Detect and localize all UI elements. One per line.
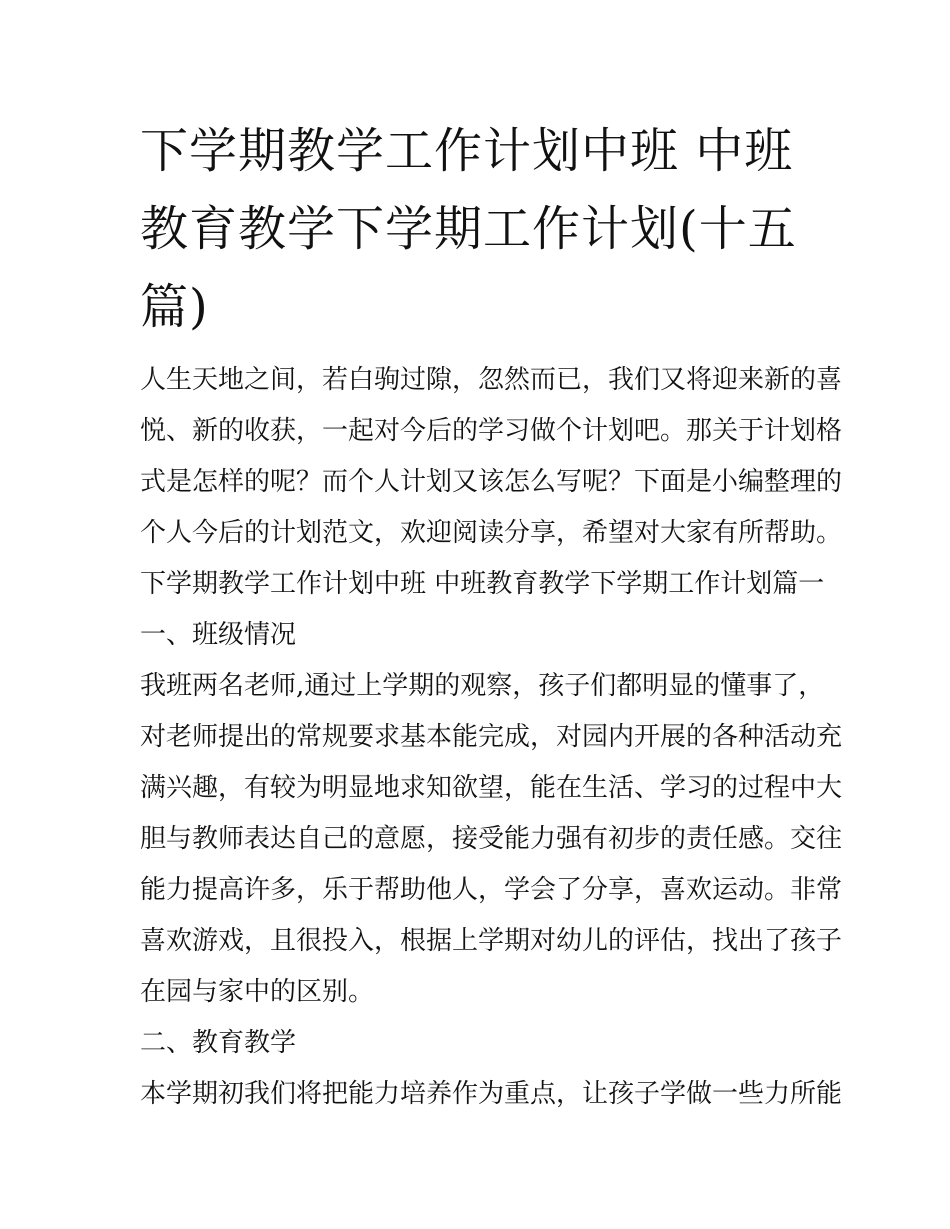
title-line: 下学期教学工作计划中班 中班 xyxy=(140,123,794,179)
intro-line: 悦、新的收获，一起对今后的学习做个计划吧。那关于计划格 xyxy=(140,416,843,446)
document-title xyxy=(140,112,830,346)
document-body xyxy=(140,355,843,1120)
paragraph-line: 胆与教师表达自己的意愿，接受能力强有初步的责任感。交往 xyxy=(140,824,843,854)
paragraph-line: 能力提高许多，乐于帮助他人，学会了分享，喜欢运动。非常 xyxy=(140,875,843,905)
intro-line: 个人今后的计划范文，欢迎阅读分享，希望对大家有所帮助。 xyxy=(140,518,843,548)
paragraph-line: 本学期初我们将把能力培养作为重点，让孩子学做一些力所能 xyxy=(140,1079,843,1109)
subsection-heading: 一、班级情况 xyxy=(140,620,297,650)
title-line: 篇) xyxy=(140,279,209,335)
paragraph-line: 满兴趣，有较为明显地求知欲望，能在生活、学习的过程中大 xyxy=(140,773,843,803)
paragraph-line: 在园与家中的区别。 xyxy=(140,977,375,1007)
intro-line: 式是怎样的呢？而个人计划又该怎么写呢？下面是小编整理的 xyxy=(140,467,843,497)
section-heading: 下学期教学工作计划中班 中班教育教学下学期工作计划篇一 xyxy=(140,569,825,599)
title-line: 教育教学下学期工作计划(十五 xyxy=(140,201,797,257)
paragraph-line: 喜欢游戏，且很投入，根据上学期对幼儿的评估，找出了孩子 xyxy=(140,926,843,956)
paragraph-line: 对老师提出的常规要求基本能完成，对园内开展的各种活动充 xyxy=(140,722,843,752)
subsection-heading: 二、教育教学 xyxy=(140,1028,297,1058)
paragraph-line: 我班两名老师,通过上学期的观察，孩子们都明显的懂事了， xyxy=(140,671,825,701)
intro-line: 人生天地之间，若白驹过隙，忽然而已，我们又将迎来新的喜 xyxy=(140,365,843,395)
